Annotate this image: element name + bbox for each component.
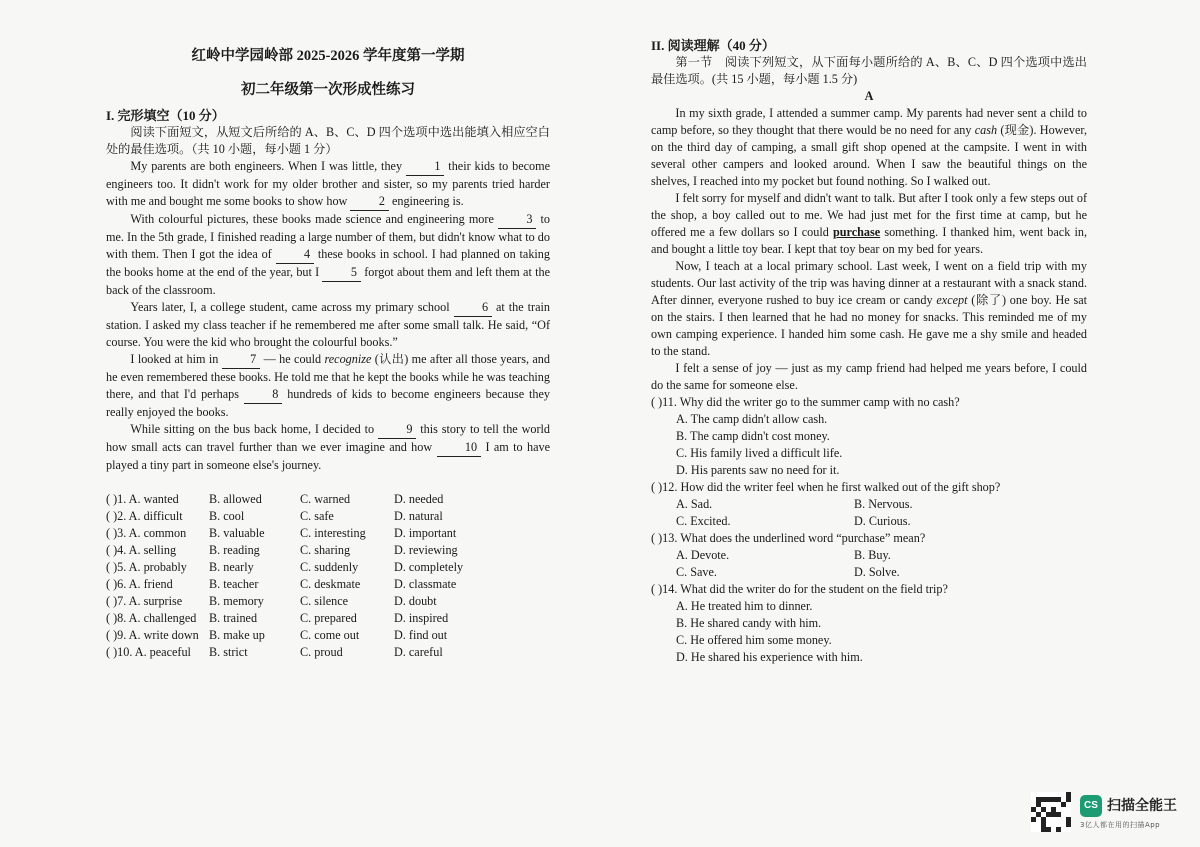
blank-9: 9 <box>378 421 416 439</box>
question-option-a: ( )7. A. surprise <box>106 594 183 608</box>
reading-paragraph: I felt a sense of joy — just as my camp friend had helped me years before, I could do the same for someone else. <box>651 361 1087 392</box>
answer-option: C. His family lived a difficult life. <box>676 446 843 460</box>
glossed-word: cash <box>974 123 998 137</box>
cloze-paragraph: Years later, I, a college student, came across my primary school 6 at the train station. I asked my class teacher if he remembered me after some small talk. He said, “Of course. You were the kid who brought the colourful books.” <box>106 300 550 349</box>
option-d: D. important <box>394 526 457 540</box>
blank-8: 8 <box>244 386 282 404</box>
answer-option: A. He treated him to dinner. <box>676 599 813 613</box>
answer-option-row <box>651 513 1087 530</box>
option-b: B. make up <box>209 628 265 642</box>
option-d: D. needed <box>394 492 444 506</box>
question-option-a: ( )6. A. friend <box>106 577 173 591</box>
blank-10: 10 <box>437 439 482 457</box>
blank-4: 4 <box>276 246 314 264</box>
cloze-options <box>106 491 550 661</box>
option-c: C. prepared <box>300 611 357 625</box>
cloze-section-heading: I. 完形填空（10 分） <box>106 108 225 123</box>
option-c: C. come out <box>300 628 360 642</box>
blank-5: 5 <box>322 264 360 282</box>
cloze-option-row <box>106 525 550 542</box>
reading-question: ( )14. What did the writer do for the student on the field trip? <box>651 582 948 596</box>
option-c: C. silence <box>300 594 349 608</box>
reading-passage <box>651 105 1087 394</box>
glossed-word: except <box>936 293 968 307</box>
reading-question: ( )13. What does the underlined word “purchase” mean? <box>651 531 926 545</box>
option-b: B. trained <box>209 611 258 625</box>
answer-option: D. His parents saw no need for it. <box>676 463 840 477</box>
blank-2: 2 <box>350 193 388 211</box>
answer-option-row <box>651 496 1087 513</box>
left-column <box>106 107 550 661</box>
cloze-option-row <box>106 542 550 559</box>
answer-option: B. The camp didn't cost money. <box>676 429 830 443</box>
reading-instruction: 第一节 阅读下列短文，从下面每小题所给的 A、B、C、D 四个选项中选出最佳选项。(共 15 小题，每小题 1.5 分) <box>651 55 1087 86</box>
qr-code-icon <box>1031 792 1071 832</box>
passage-label: A <box>864 89 874 103</box>
answer-option: A. The camp didn't allow cash. <box>676 412 828 426</box>
answer-option-row <box>651 547 1087 564</box>
cloze-passage <box>106 158 550 474</box>
cloze-option-row <box>106 576 550 593</box>
cloze-option-row <box>106 644 550 661</box>
reading-questions <box>651 394 1087 666</box>
question-option-a: ( )2. A. difficult <box>106 509 183 523</box>
cloze-paragraph: My parents are both engineers. When I was little, they 1 their kids to become engineers too. It didn't work for my older brother and sister, so my parents tried harder with me and bought me some books to show how 2 engineering is. <box>106 158 550 211</box>
question-option-a: ( )3. A. common <box>106 526 187 540</box>
question-option-a: ( )4. A. selling <box>106 543 177 557</box>
option-d: D. find out <box>394 628 448 642</box>
reading-paragraph: In my sixth grade, I attended a summer camp. My parents had never sent a child to camp before, so they thought that there would be no need for any cash (现金). However, on the third day of camping, a small gift shop opened at the campsite. I went in with several other campers and looked around. When I saw the beautiful things on the shelves, I reached into my pocket but found nothing. So I walked out. <box>651 106 1088 188</box>
camscanner-logo-icon: CS <box>1080 795 1102 817</box>
watermark-app-name: 扫描全能王 <box>1107 798 1177 814</box>
option-c: C. warned <box>300 492 351 506</box>
option-b: B. memory <box>209 594 264 608</box>
question-option-a: ( )9. A. write down <box>106 628 199 642</box>
cloze-paragraph: I looked at him in 7 — he could recognize (认出) me after all those years, and he even remembered these books. He told me that he kept the books while he was teaching there, and that I'd perhaps 8 hundreds of kids to become engineers because they really enjoyed the books. <box>106 352 550 419</box>
answer-option: D. He shared his experience with him. <box>676 650 863 664</box>
option-b: B. teacher <box>209 577 259 591</box>
option-b: B. reading <box>209 543 260 557</box>
answer-option: D. Solve. <box>854 565 900 579</box>
question-option-a: ( )8. A. challenged <box>106 611 197 625</box>
answer-option: C. Save. <box>676 565 717 579</box>
cloze-option-row <box>106 559 550 576</box>
blank-1: 1 <box>406 158 444 176</box>
option-b: B. allowed <box>209 492 262 506</box>
option-c: C. suddenly <box>300 560 359 574</box>
option-d: D. inspired <box>394 611 449 625</box>
option-b: B. valuable <box>209 526 265 540</box>
cloze-paragraph: While sitting on the bus back home, I decided to 9 this story to tell the world how small acts can travel further than we ever imagine and how 10 I am to have played a tiny part in someone else's journey. <box>106 422 551 472</box>
option-b: B. cool <box>209 509 245 523</box>
option-c: C. proud <box>300 645 343 659</box>
answer-option-row <box>651 564 1087 581</box>
question-option-a: ( )1. A. wanted <box>106 492 179 506</box>
option-d: D. classmate <box>394 577 457 591</box>
reading-paragraph: I felt sorry for myself and didn't want to talk. But after I took only a few steps out of the shop, a boy called out to me. We had just met for the first time at camp, but he offered me a few dollars so I could purchase something. I thanked him, went back in, and bought a little toy bear. I kept that toy bear on my bed for years. <box>651 191 1088 256</box>
page-title-school: 红岭中学园岭部 2025-2026 学年度第一学期 <box>191 48 465 64</box>
option-c: C. sharing <box>300 543 351 557</box>
cloze-instruction: 阅读下面短文，从短文后所给的 A、B、C、D 四个选项中选出能填入相应空白处的最佳选项。（共 10 小题，每小题 1 分） <box>106 125 550 156</box>
glossed-word: recognize <box>324 352 372 366</box>
option-c: C. deskmate <box>300 577 361 591</box>
question-option-a: ( )5. A. probably <box>106 560 187 574</box>
reading-paragraph: Now, I teach at a local primary school. Last week, I went on a field trip with my students. Our last activity of the trip was having dinner at a restaurant with a snack stand. After dinner, everyone rushed to buy ice cream or candy except (除了) one boy. He sat on the stairs. I then learned that he had no money for snacks. This reminded me of my own camping experience. I handed him some cash. He gave me a shy smile and headed to the stand. <box>651 259 1088 358</box>
answer-option: B. Buy. <box>854 548 891 562</box>
answer-option: B. Nervous. <box>854 497 913 511</box>
option-b: B. strict <box>209 645 248 659</box>
answer-option: D. Curious. <box>854 514 911 528</box>
option-b: B. nearly <box>209 560 254 574</box>
blank-3: 3 <box>498 211 536 229</box>
reading-question: ( )11. Why did the writer go to the summer camp with no cash? <box>651 395 960 409</box>
option-d: D. natural <box>394 509 443 523</box>
answer-option: B. He shared candy with him. <box>676 616 822 630</box>
option-d: D. completely <box>394 560 464 574</box>
cloze-option-row <box>106 627 550 644</box>
cloze-option-row <box>106 508 550 525</box>
qr-cell <box>1066 827 1071 832</box>
option-c: C. interesting <box>300 526 366 540</box>
cloze-option-row <box>106 610 550 627</box>
blank-7: 7 <box>222 351 260 369</box>
answer-option: C. Excited. <box>676 514 731 528</box>
option-d: D. reviewing <box>394 543 458 557</box>
underlined-word: purchase <box>832 225 881 239</box>
answer-option: A. Devote. <box>676 548 730 562</box>
cloze-option-row <box>106 491 550 508</box>
option-d: D. doubt <box>394 594 437 608</box>
page-title-exam: 初二年级第一次形成性练习 <box>241 82 415 98</box>
reading-question: ( )12. How did the writer feel when he first walked out of the gift shop? <box>651 480 1001 494</box>
reading-section-heading: II. 阅读理解（40 分） <box>651 38 775 53</box>
blank-6: 6 <box>454 299 492 317</box>
cloze-paragraph: With colourful pictures, these books made science and engineering more 3 to me. In the 5th grade, I finished reading a large number of them, but didn't know what to do with them. Then I got the idea of 4 these books in school. I had planned on taking the books home at the end of the year, but I 5 forgot about them and left them at the back of the classroom. <box>106 212 550 297</box>
answer-option: A. Sad. <box>676 497 713 511</box>
question-option-a: ( )10. A. peaceful <box>106 645 191 659</box>
option-c: C. safe <box>300 509 334 523</box>
right-column <box>651 37 1087 666</box>
answer-option: C. He offered him some money. <box>676 633 832 647</box>
cloze-option-row <box>106 593 550 610</box>
watermark-tagline: 3亿人都在用的扫描App <box>1080 821 1161 829</box>
option-d: D. careful <box>394 645 443 659</box>
